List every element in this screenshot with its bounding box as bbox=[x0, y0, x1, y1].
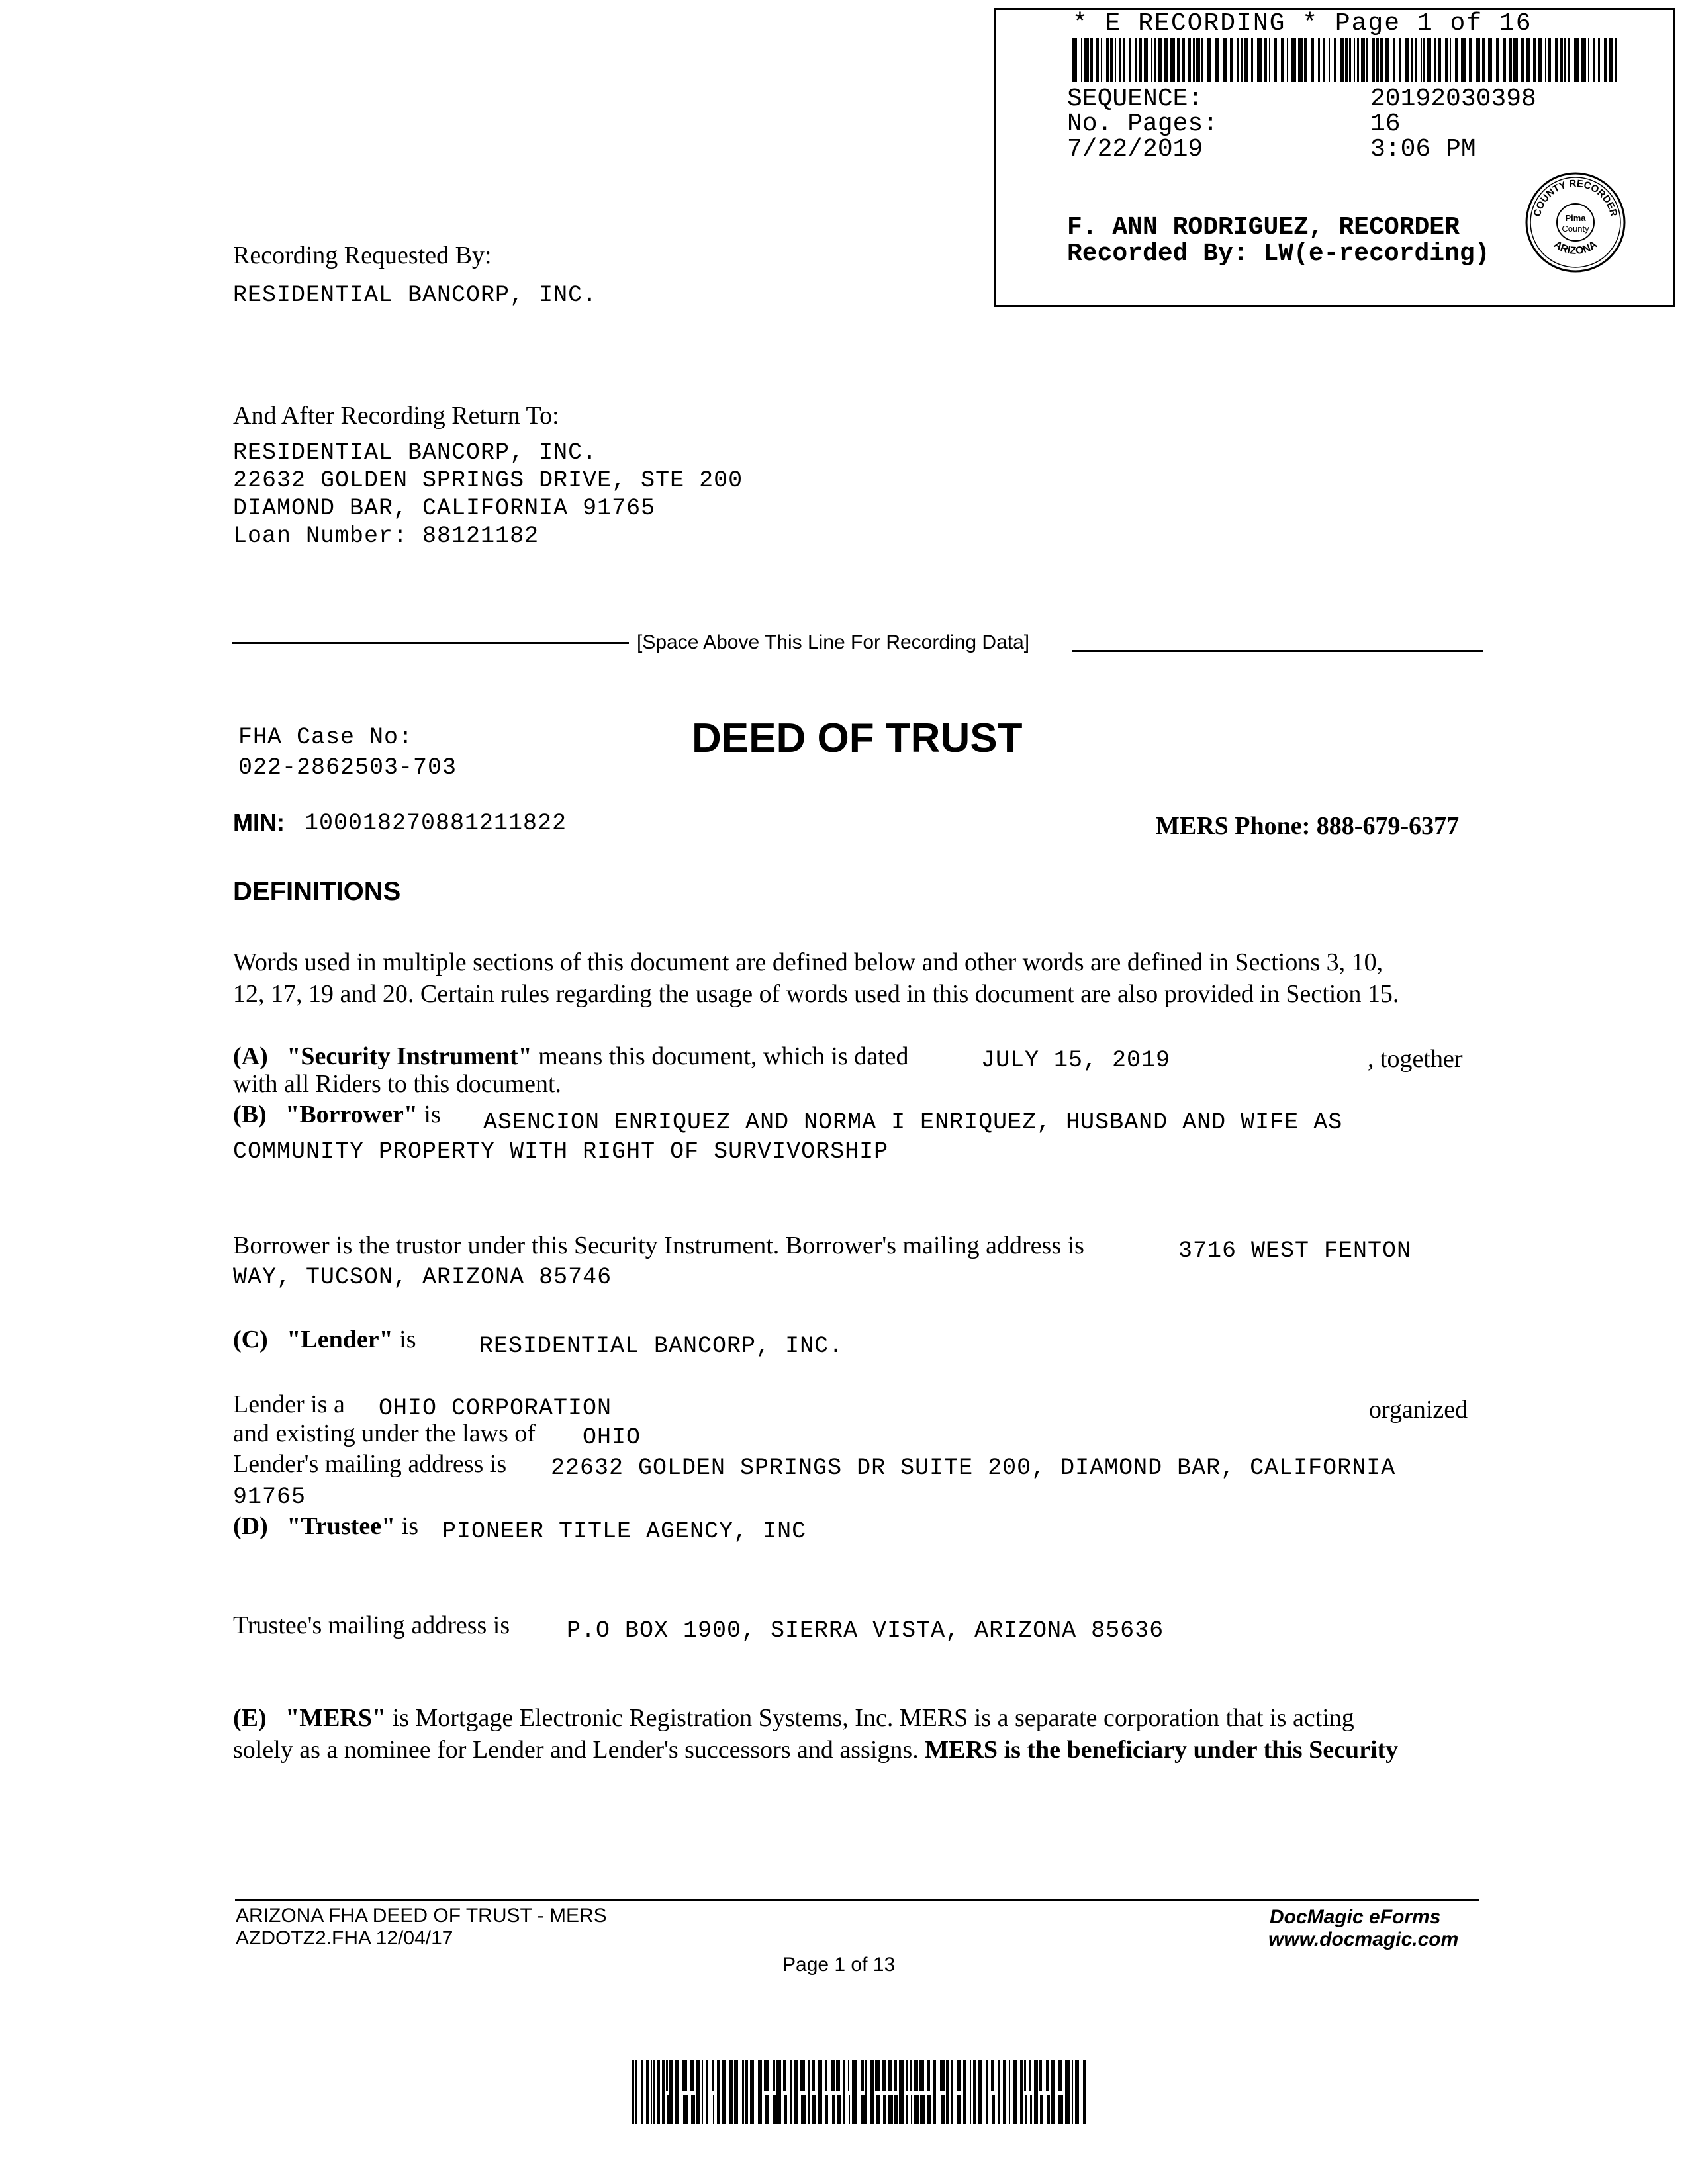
lender-address-2: 91765 bbox=[233, 1484, 306, 1510]
borrower-address-1: 3716 WEST FENTON bbox=[1178, 1238, 1412, 1264]
section-d-is: is bbox=[401, 1512, 419, 1540]
section-d-letter: (D) bbox=[233, 1512, 268, 1540]
section-d-label bbox=[233, 1510, 418, 1542]
requested-by-label: Recording Requested By: bbox=[233, 242, 492, 269]
borrower-names-1: ASENCION ENRIQUEZ AND NORMA I ENRIQUEZ, HUSBAND AND WIFE AS bbox=[483, 1109, 1343, 1136]
document-title: DEED OF TRUST bbox=[692, 715, 1023, 761]
recording-date: 7/22/2019 bbox=[1067, 135, 1203, 163]
intro-line-1: Words used in multiple sections of this document are defined below and other words are defined in Sections 3, 10, bbox=[233, 948, 1383, 976]
fha-case-number: 022-2862503-703 bbox=[238, 754, 457, 781]
mers-phone: MERS Phone: 888-679-6377 bbox=[1156, 812, 1460, 840]
section-e-letter: (E) bbox=[233, 1704, 267, 1732]
recorder-name: F. ANN RODRIGUEZ, RECORDER bbox=[1067, 213, 1460, 242]
docmagic-logo: DocMagic eForms bbox=[1270, 1906, 1441, 1928]
lender-organized: organized bbox=[1369, 1396, 1468, 1424]
lender-is-a: Lender is a bbox=[233, 1390, 345, 1418]
seal-center-line2: County bbox=[1562, 224, 1589, 234]
borrower-names-2: COMMUNITY PROPERTY WITH RIGHT OF SURVIVORSHIP bbox=[233, 1138, 889, 1165]
lender-address-1: 22632 GOLDEN SPRINGS DR SUITE 200, DIAMOND BAR, CALIFORNIA bbox=[551, 1455, 1396, 1481]
section-a-line-1 bbox=[233, 1040, 909, 1072]
section-a-text: means this document, which is dated bbox=[538, 1042, 909, 1070]
section-e-term: "MERS" bbox=[285, 1704, 387, 1732]
section-e-text: is Mortgage Electronic Registration Systems, Inc. MERS is a separate corporation that is acting bbox=[392, 1704, 1354, 1732]
requested-by-name: RESIDENTIAL BANCORP, INC. bbox=[233, 282, 598, 308]
lender-state: OHIO bbox=[583, 1424, 641, 1451]
intro-line-2: 12, 17, 19 and 20. Certain rules regarding the usage of words used in this document are also provided in Section 15. bbox=[233, 980, 1399, 1008]
return-to-line-1: RESIDENTIAL BANCORP, INC. bbox=[233, 439, 598, 466]
section-e-text-2: solely as a nominee for Lender and Lender's successors and assigns. bbox=[233, 1736, 919, 1764]
trustee-address: P.O BOX 1900, SIERRA VISTA, ARIZONA 85636 bbox=[567, 1617, 1164, 1644]
seal-bottom-text: ARIZONA bbox=[1552, 238, 1599, 257]
docmagic-website: www.docmagic.com bbox=[1268, 1929, 1459, 1950]
lender-type: OHIO CORPORATION bbox=[379, 1395, 612, 1422]
lender-laws-text: and existing under the laws of bbox=[233, 1420, 536, 1447]
borrower-trustor-text: Borrower is the trustor under this Security Instrument. Borrower's mailing address is bbox=[233, 1232, 1084, 1259]
section-c-letter: (C) bbox=[233, 1326, 268, 1353]
borrower-address-2: WAY, TUCSON, ARIZONA 85746 bbox=[233, 1264, 612, 1291]
footer-page-number: Page 1 of 13 bbox=[782, 1954, 896, 1976]
recording-barcode bbox=[1072, 38, 1622, 82]
section-c-is: is bbox=[399, 1326, 416, 1353]
section-b-is: is bbox=[424, 1101, 441, 1128]
trustee-mailing-text: Trustee's mailing address is bbox=[233, 1612, 510, 1639]
section-a-letter: (A) bbox=[233, 1042, 268, 1070]
space-line-right bbox=[1072, 650, 1483, 652]
section-c-label bbox=[233, 1324, 416, 1355]
space-line-left bbox=[232, 642, 629, 644]
footer-form-title: ARIZONA FHA DEED OF TRUST - MERS bbox=[236, 1905, 607, 1927]
section-e-text-2-bold: MERS is the beneficiary under this Security bbox=[925, 1736, 1399, 1764]
recording-stamp-header: * E RECORDING * Page 1 of 16 bbox=[1072, 9, 1532, 38]
pages-label: No. Pages: bbox=[1067, 110, 1219, 138]
return-to-line-3: DIAMOND BAR, CALIFORNIA 91765 bbox=[233, 495, 656, 522]
definitions-heading: DEFINITIONS bbox=[233, 877, 401, 906]
return-to-line-2: 22632 GOLDEN SPRINGS DRIVE, STE 200 bbox=[233, 467, 743, 494]
min-label: MIN: bbox=[233, 809, 285, 836]
seal-center-line1: Pima bbox=[1565, 213, 1586, 223]
fha-case-label: FHA Case No: bbox=[238, 724, 414, 751]
section-c-term: "Lender" bbox=[287, 1326, 393, 1353]
recording-time: 3:06 PM bbox=[1370, 135, 1476, 163]
section-e-line-1 bbox=[233, 1702, 1354, 1734]
footer-form-code: AZDOTZ2.FHA 12/04/17 bbox=[236, 1927, 453, 1949]
section-b-label bbox=[233, 1099, 441, 1130]
county-recorder-seal bbox=[1524, 171, 1627, 274]
loan-number: Loan Number: 88121182 bbox=[233, 523, 539, 549]
document-barcode bbox=[632, 2060, 1089, 2124]
security-instrument-date: JULY 15, 2019 bbox=[981, 1047, 1171, 1073]
return-to-label: And After Recording Return To: bbox=[233, 402, 559, 430]
section-a-together: , together bbox=[1368, 1045, 1463, 1073]
trustee-name: PIONEER TITLE AGENCY, INC bbox=[442, 1518, 807, 1545]
section-b-term: "Borrower" bbox=[285, 1101, 418, 1128]
min-value: 100018270881211822 bbox=[305, 810, 567, 837]
section-a-line-2: with all Riders to this document. bbox=[233, 1070, 562, 1098]
recorded-by: Recorded By: LW(e-recording) bbox=[1067, 240, 1490, 268]
space-above-line-text: [Space Above This Line For Recording Data] bbox=[637, 631, 1030, 653]
pages-value: 16 bbox=[1370, 110, 1401, 138]
section-b-letter: (B) bbox=[233, 1101, 267, 1128]
section-e-line-2 bbox=[233, 1734, 1398, 1766]
lender-mailing-text: Lender's mailing address is bbox=[233, 1450, 507, 1478]
section-d-term: "Trustee" bbox=[287, 1512, 396, 1540]
footer-rule bbox=[235, 1899, 1479, 1901]
sequence-value: 20192030398 bbox=[1370, 85, 1536, 113]
section-a-term: "Security Instrument" bbox=[287, 1042, 532, 1070]
sequence-label: SEQUENCE: bbox=[1067, 85, 1203, 113]
seal-top-text: COUNTY RECORDER bbox=[1531, 177, 1620, 218]
lender-name: RESIDENTIAL BANCORP, INC. bbox=[479, 1333, 844, 1359]
